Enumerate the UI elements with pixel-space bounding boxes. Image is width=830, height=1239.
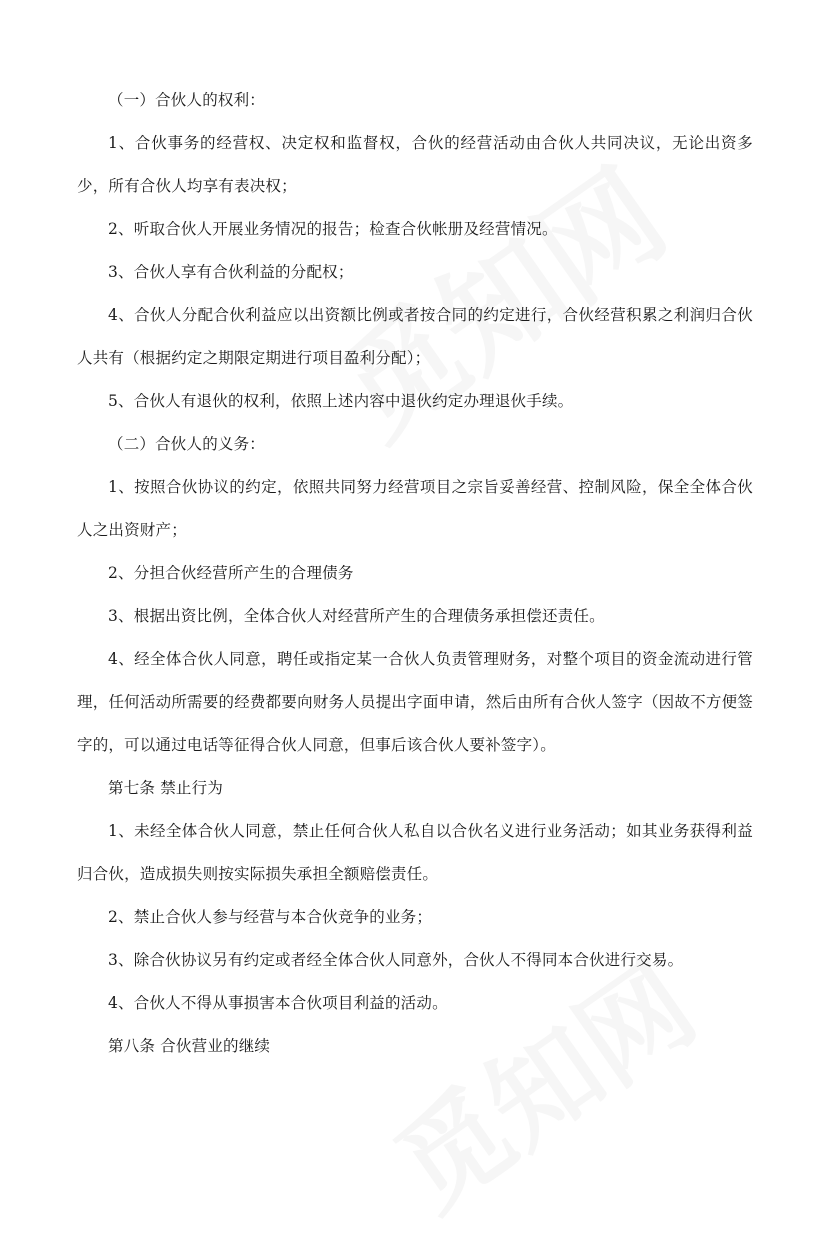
prohibited-item-1: 1、未经全体合伙人同意，禁止任何合伙人私自以合伙名义进行业务活动；如其业务获得利益归合伙，造成损失则按实际损失承担全额赔偿责任。 bbox=[77, 822, 753, 883]
rights-item-2: 2、听取合伙人开展业务情况的报告；检查合伙帐册及经营情况。 bbox=[108, 220, 558, 238]
duties-item-2: 2、分担合伙经营所产生的合理债务 bbox=[108, 564, 354, 582]
document-body bbox=[77, 79, 753, 1068]
rights-item-4: 4、合伙人分配合伙利益应以出资额比例或者按合同的约定进行，合伙经营积累之利润归合伙人共有（根据约定之期限定期进行项目盈利分配）； bbox=[77, 306, 753, 367]
rights-item-3: 3、合伙人享有合伙利益的分配权； bbox=[108, 263, 354, 281]
prohibited-item-2: 2、禁止合伙人参与经营与本合伙竞争的业务； bbox=[108, 908, 433, 926]
article-7-title: 第七条 禁止行为 bbox=[108, 779, 224, 797]
section-heading-rights: （一）合伙人的权利： bbox=[108, 91, 266, 109]
rights-item-1: 1、合伙事务的经营权、决定权和监督权，合伙的经营活动由合伙人共同决议，无论出资多少，所有合伙人均享有表决权； bbox=[77, 134, 753, 195]
prohibited-item-4: 4、合伙人不得从事损害本合伙项目利益的活动。 bbox=[108, 994, 448, 1012]
prohibited-item-3: 3、除合伙协议另有约定或者经全体合伙人同意外，合伙人不得同本合伙进行交易。 bbox=[108, 951, 684, 969]
article-8-title: 第八条 合伙营业的继续 bbox=[108, 1037, 271, 1055]
rights-item-5: 5、合伙人有退伙的权利，依照上述内容中退伙约定办理退伙手续。 bbox=[108, 392, 574, 410]
section-heading-duties: （二）合伙人的义务： bbox=[108, 435, 266, 453]
duties-item-3: 3、根据出资比例，全体合伙人对经营所产生的合理债务承担偿还责任。 bbox=[108, 607, 605, 625]
duties-item-1: 1、按照合伙协议的约定，依照共同努力经营项目之宗旨妥善经营、控制风险，保全全体合伙人之出资财产； bbox=[77, 478, 753, 539]
duties-item-4: 4、经全体合伙人同意，聘任或指定某一合伙人负责管理财务，对整个项目的资金流动进行管理，任何活动所需要的经费都要向财务人员提出字面申请，然后由所有合伙人签字（因故不方便签字的，可以通过电话等征得合伙人同意，但事后该合伙人要补签字）。 bbox=[77, 650, 753, 754]
